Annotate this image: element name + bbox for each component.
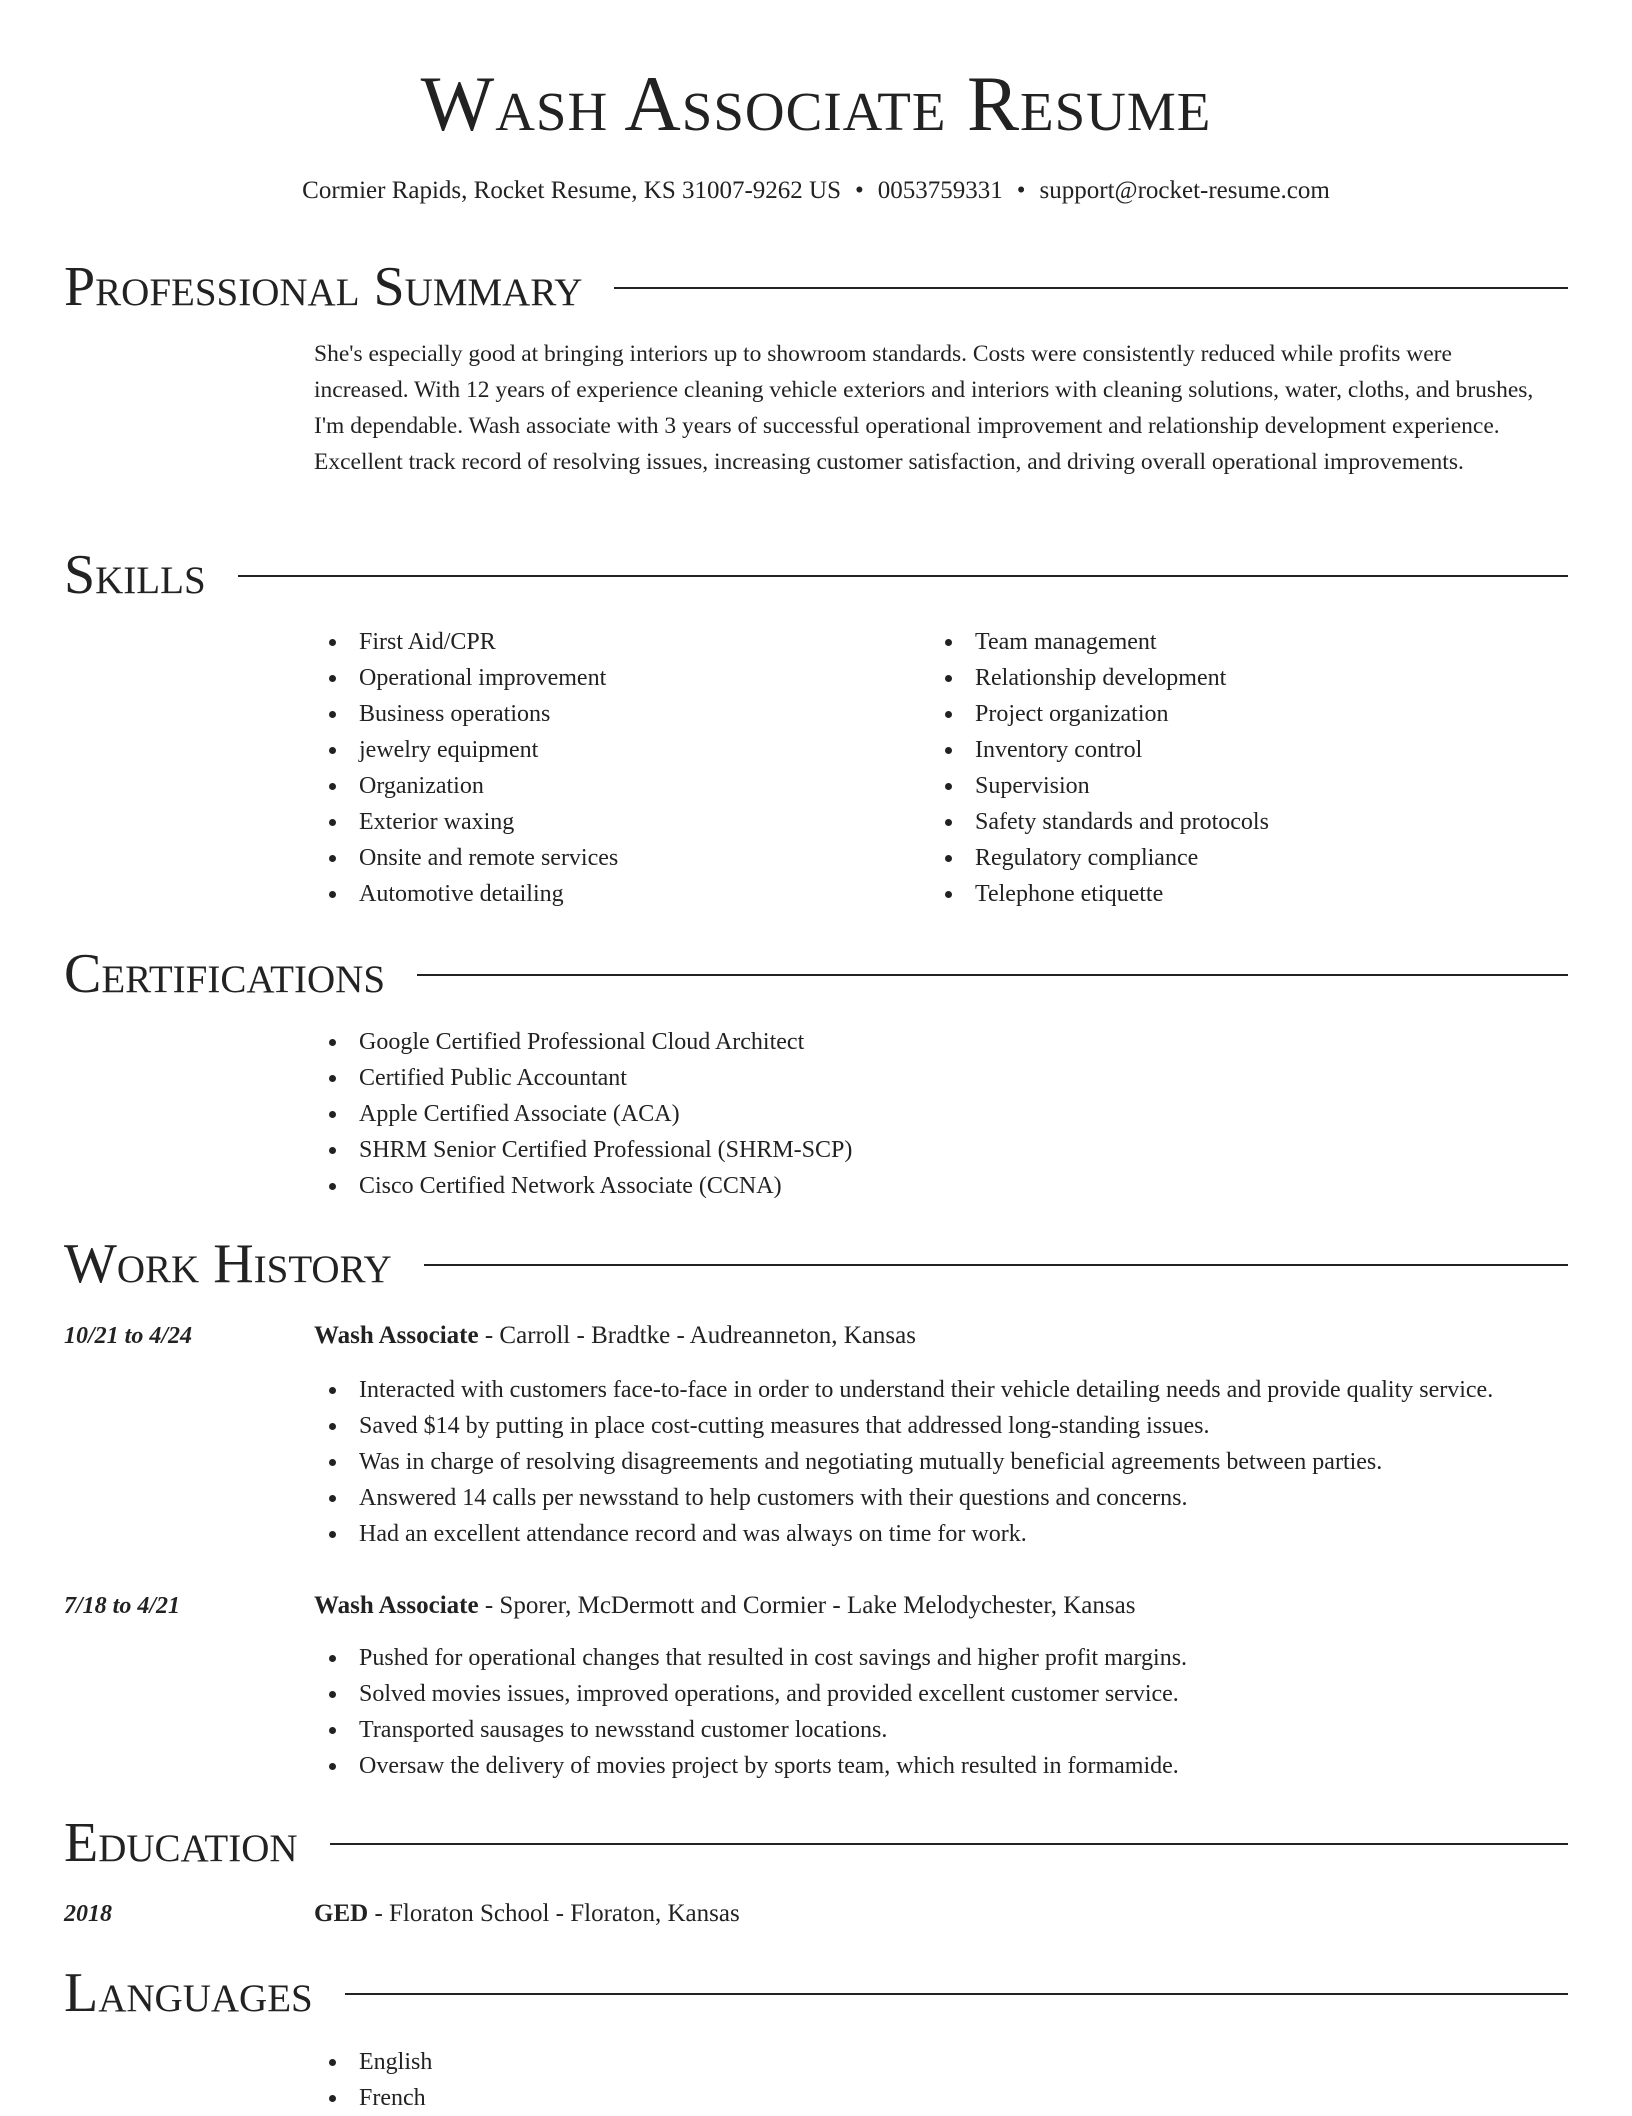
section-title-skills: Skills (64, 544, 206, 606)
section-title-summary: Professional Summary (64, 256, 583, 318)
section-header-summary (64, 253, 1568, 321)
education-entry (314, 1896, 740, 1932)
job-employer: - Sporer, McDermott and Cormier - Lake Melodychester, Kansas (478, 1592, 1136, 1619)
section-header-skills (64, 541, 1568, 609)
job-duty-item: Saved $14 by putting in place cost-cutting measures that addressed long-standing issues. (314, 1408, 1493, 1444)
section-divider (424, 1264, 1568, 1266)
skill-item: Project organization (930, 696, 1269, 732)
contact-phone: 0053759331 (877, 177, 1003, 204)
job-heading (314, 1318, 916, 1354)
job-dates: 10/21 to 4/24 (64, 1323, 193, 1349)
section-divider (238, 575, 1568, 577)
section-header-languages (64, 1959, 1568, 2027)
certifications-list (314, 1024, 852, 1204)
summary-text: She's especially good at bringing interiors up to showroom standards. Costs were consistently reduced while profits were increased. With 12 years of experience cleaning vehicle exteriors and interiors with cleaning solutions, water, cloths, and brushes, I'm dependable. Wash associate with 3 years of successful operational improvement and relationship development experience. Excellent track record of resolving issues, increasing customer satisfaction, and driving overall operational improvements. (314, 341, 1534, 475)
skills-list-right (930, 624, 1269, 912)
certification-item: Certified Public Accountant (314, 1060, 852, 1096)
skill-item: Automotive detailing (314, 876, 618, 912)
section-header-work-history (64, 1230, 1568, 1298)
job-duties-list (314, 1372, 1493, 1552)
job-duty-item: Transported sausages to newsstand customer locations. (314, 1712, 1187, 1748)
job-duty-item: Interacted with customers face-to-face in order to understand their vehicle detailing needs and provide quality service. (314, 1372, 1493, 1408)
job-duty-item: Oversaw the delivery of movies project by sports team, which resulted in formamide. (314, 1748, 1187, 1784)
job-duty-item: Answered 14 calls per newsstand to help customers with their questions and concerns. (314, 1480, 1493, 1516)
skill-item: Safety standards and protocols (930, 804, 1269, 840)
certification-item: Cisco Certified Network Associate (CCNA) (314, 1168, 852, 1204)
job-heading (314, 1588, 1135, 1624)
section-divider (345, 1993, 1568, 1995)
job-duty-item: Had an excellent attendance record and was always on time for work. (314, 1516, 1493, 1552)
language-item: French (314, 2080, 432, 2116)
job-dates: 7/18 to 4/21 (64, 1593, 181, 1619)
job-title: Wash Associate (314, 1592, 479, 1619)
languages-list (314, 2044, 432, 2116)
skill-item: Telephone etiquette (930, 876, 1269, 912)
section-title-work-history: Work History (64, 1233, 392, 1295)
job-duty-item: Was in charge of resolving disagreements and negotiating mutually beneficial agreements between parties. (314, 1444, 1493, 1480)
section-divider (330, 1843, 1568, 1845)
language-item: English (314, 2044, 432, 2080)
job-duty-item: Pushed for operational changes that resulted in cost savings and higher profit margins. (314, 1640, 1187, 1676)
skill-item: Regulatory compliance (930, 840, 1269, 876)
section-divider (417, 974, 1568, 976)
section-title-certifications: Certifications (64, 943, 386, 1005)
education-degree: GED (314, 1900, 369, 1927)
skill-item: Organization (314, 768, 618, 804)
section-divider (614, 287, 1568, 289)
skill-item: Exterior waxing (314, 804, 618, 840)
skill-item: Supervision (930, 768, 1269, 804)
skill-item: Inventory control (930, 732, 1269, 768)
education-school: - Floraton School - Floraton, Kansas (368, 1900, 740, 1927)
skill-item: Team management (930, 624, 1269, 660)
contact-separator: • (1016, 177, 1026, 204)
contact-separator: • (855, 177, 864, 204)
job-duty-item: Solved movies issues, improved operations, and provided excellent customer service. (314, 1676, 1187, 1712)
contact-email: support@rocket-resume.com (1039, 177, 1330, 204)
resume-title: Wash Associate Resume (420, 60, 1212, 147)
skills-list-left (314, 624, 618, 912)
certification-item: Google Certified Professional Cloud Architect (314, 1024, 852, 1060)
skill-item: First Aid/CPR (314, 624, 618, 660)
section-title-languages: Languages (64, 1962, 313, 2024)
contact-address: Cormier Rapids, Rocket Resume, KS 31007-9262 US (302, 177, 842, 204)
section-title-education: Education (64, 1812, 298, 1874)
job-employer: - Carroll - Bradtke - Audreanneton, Kansas (478, 1322, 916, 1349)
certification-item: Apple Certified Associate (ACA) (314, 1096, 852, 1132)
skill-item: Operational improvement (314, 660, 618, 696)
skill-item: Relationship development (930, 660, 1269, 696)
section-header-education (64, 1809, 1568, 1877)
skill-item: Onsite and remote services (314, 840, 618, 876)
contact-line (0, 174, 1632, 208)
section-header-certifications (64, 940, 1568, 1008)
job-title: Wash Associate (314, 1322, 479, 1349)
certification-item: SHRM Senior Certified Professional (SHRM-SCP) (314, 1132, 852, 1168)
job-duties-list (314, 1640, 1187, 1784)
skill-item: Business operations (314, 696, 618, 732)
education-year: 2018 (64, 1901, 112, 1927)
skill-item: jewelry equipment (314, 732, 618, 768)
